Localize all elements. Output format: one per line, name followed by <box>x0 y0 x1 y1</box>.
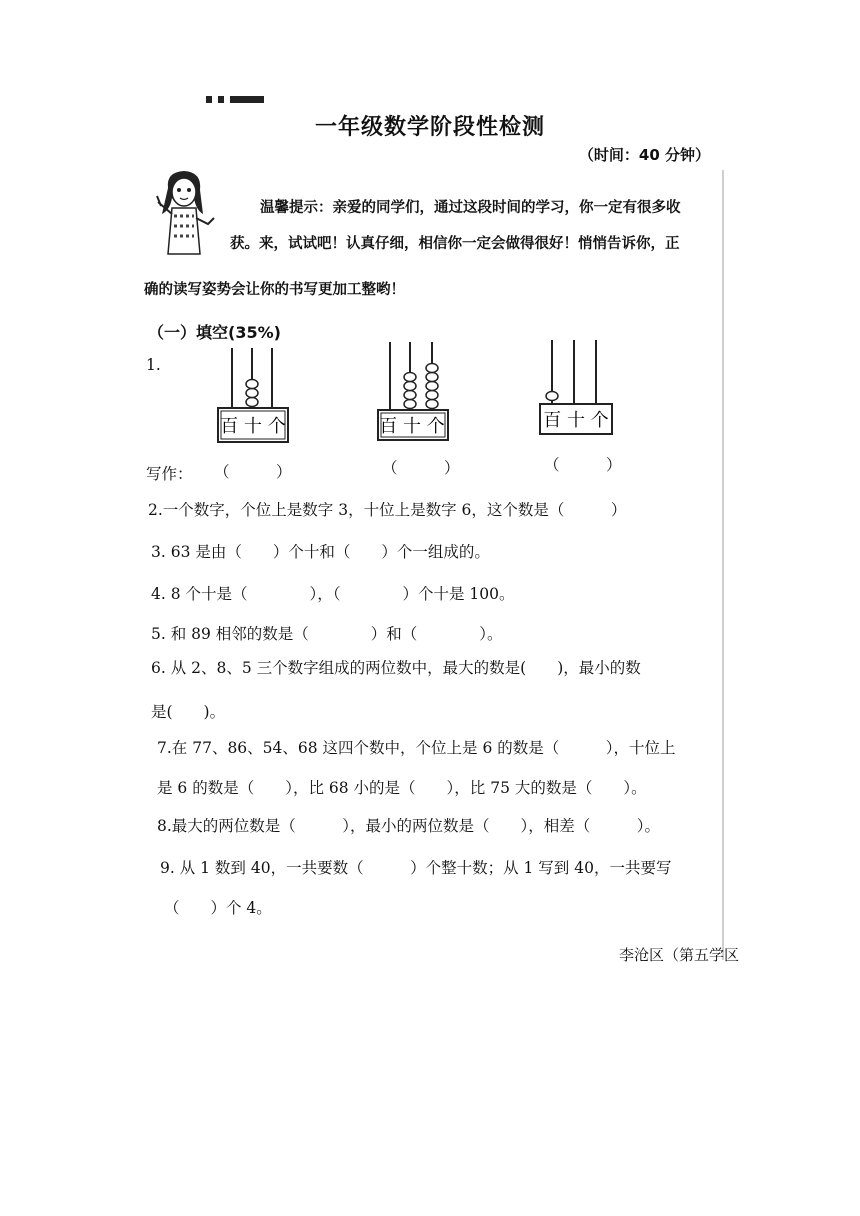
exam-title: 一年级数学阶段性检测 <box>314 115 545 140</box>
abacus-3 <box>538 336 614 440</box>
question-1-number: 1. <box>146 356 161 374</box>
tip-line-1: 温馨提示：亲爱的同学们，通过这段时间的学习，你一定有很多收 <box>260 200 681 216</box>
time-limit: （时间：40 分钟） <box>578 146 710 164</box>
abacus-1 <box>212 346 294 446</box>
abacus-2-answer-blank: （ ） <box>382 459 460 477</box>
tip-line-3: 确的读写姿势会让你的书写更加工整哟！ <box>144 282 405 298</box>
page-footer: 李沧区（第五学区 <box>619 946 740 964</box>
abacus-1-label: 百 十 个 <box>220 416 286 437</box>
question-3: 3. 63 是由（ ）个十和（ ）个一组成的。 <box>151 543 490 561</box>
write-label: 写作： <box>146 465 193 483</box>
question-7-line-2: 是 6 的数是（ ），比 68 小的是（ ），比 75 大的数是（ ）。 <box>157 779 647 797</box>
question-7-line-1: 7.在 77、86、54、68 这四个数中，个位上是 6 的数是（ ），十位上 <box>157 739 676 757</box>
question-9-line-1: 9. 从 1 数到 40，一共要数（ ）个整十数；从 1 写到 40，一共要写 <box>160 859 672 877</box>
scan-edge-line <box>722 170 724 960</box>
header-mark <box>206 96 264 104</box>
abacus-2 <box>376 338 452 444</box>
question-4: 4. 8 个十是（ ），（ ）个十是 100。 <box>151 585 515 603</box>
abacus-3-label: 百 十 个 <box>543 410 609 431</box>
question-6-line-1: 6. 从 2、8、5 三个数字组成的两位数中，最大的数是( )，最小的数 <box>151 659 641 677</box>
question-9-line-2: （ ）个 4。 <box>164 899 272 917</box>
abacus-3-answer-blank: （ ） <box>544 456 622 474</box>
question-5: 5. 和 89 相邻的数是（ ）和（ ）。 <box>151 625 503 643</box>
question-2: 2.一个数字，个位上是数字 3，十位上是数字 6，这个数是（ ） <box>148 501 627 519</box>
section-fill-in-title: （一）填空(35%) <box>148 323 281 342</box>
question-8: 8.最大的两位数是（ ），最小的两位数是（ ），相差（ ）。 <box>157 817 661 835</box>
girl-illustration-icon <box>148 166 218 261</box>
abacus-1-answer-blank: （ ） <box>214 463 292 481</box>
tip-line-2: 获。来，试试吧！认真仔细，相信你一定会做得很好！悄悄告诉你，正 <box>230 236 680 252</box>
abacus-2-label: 百 十 个 <box>379 416 445 437</box>
question-6-line-2: 是( )。 <box>151 703 226 721</box>
